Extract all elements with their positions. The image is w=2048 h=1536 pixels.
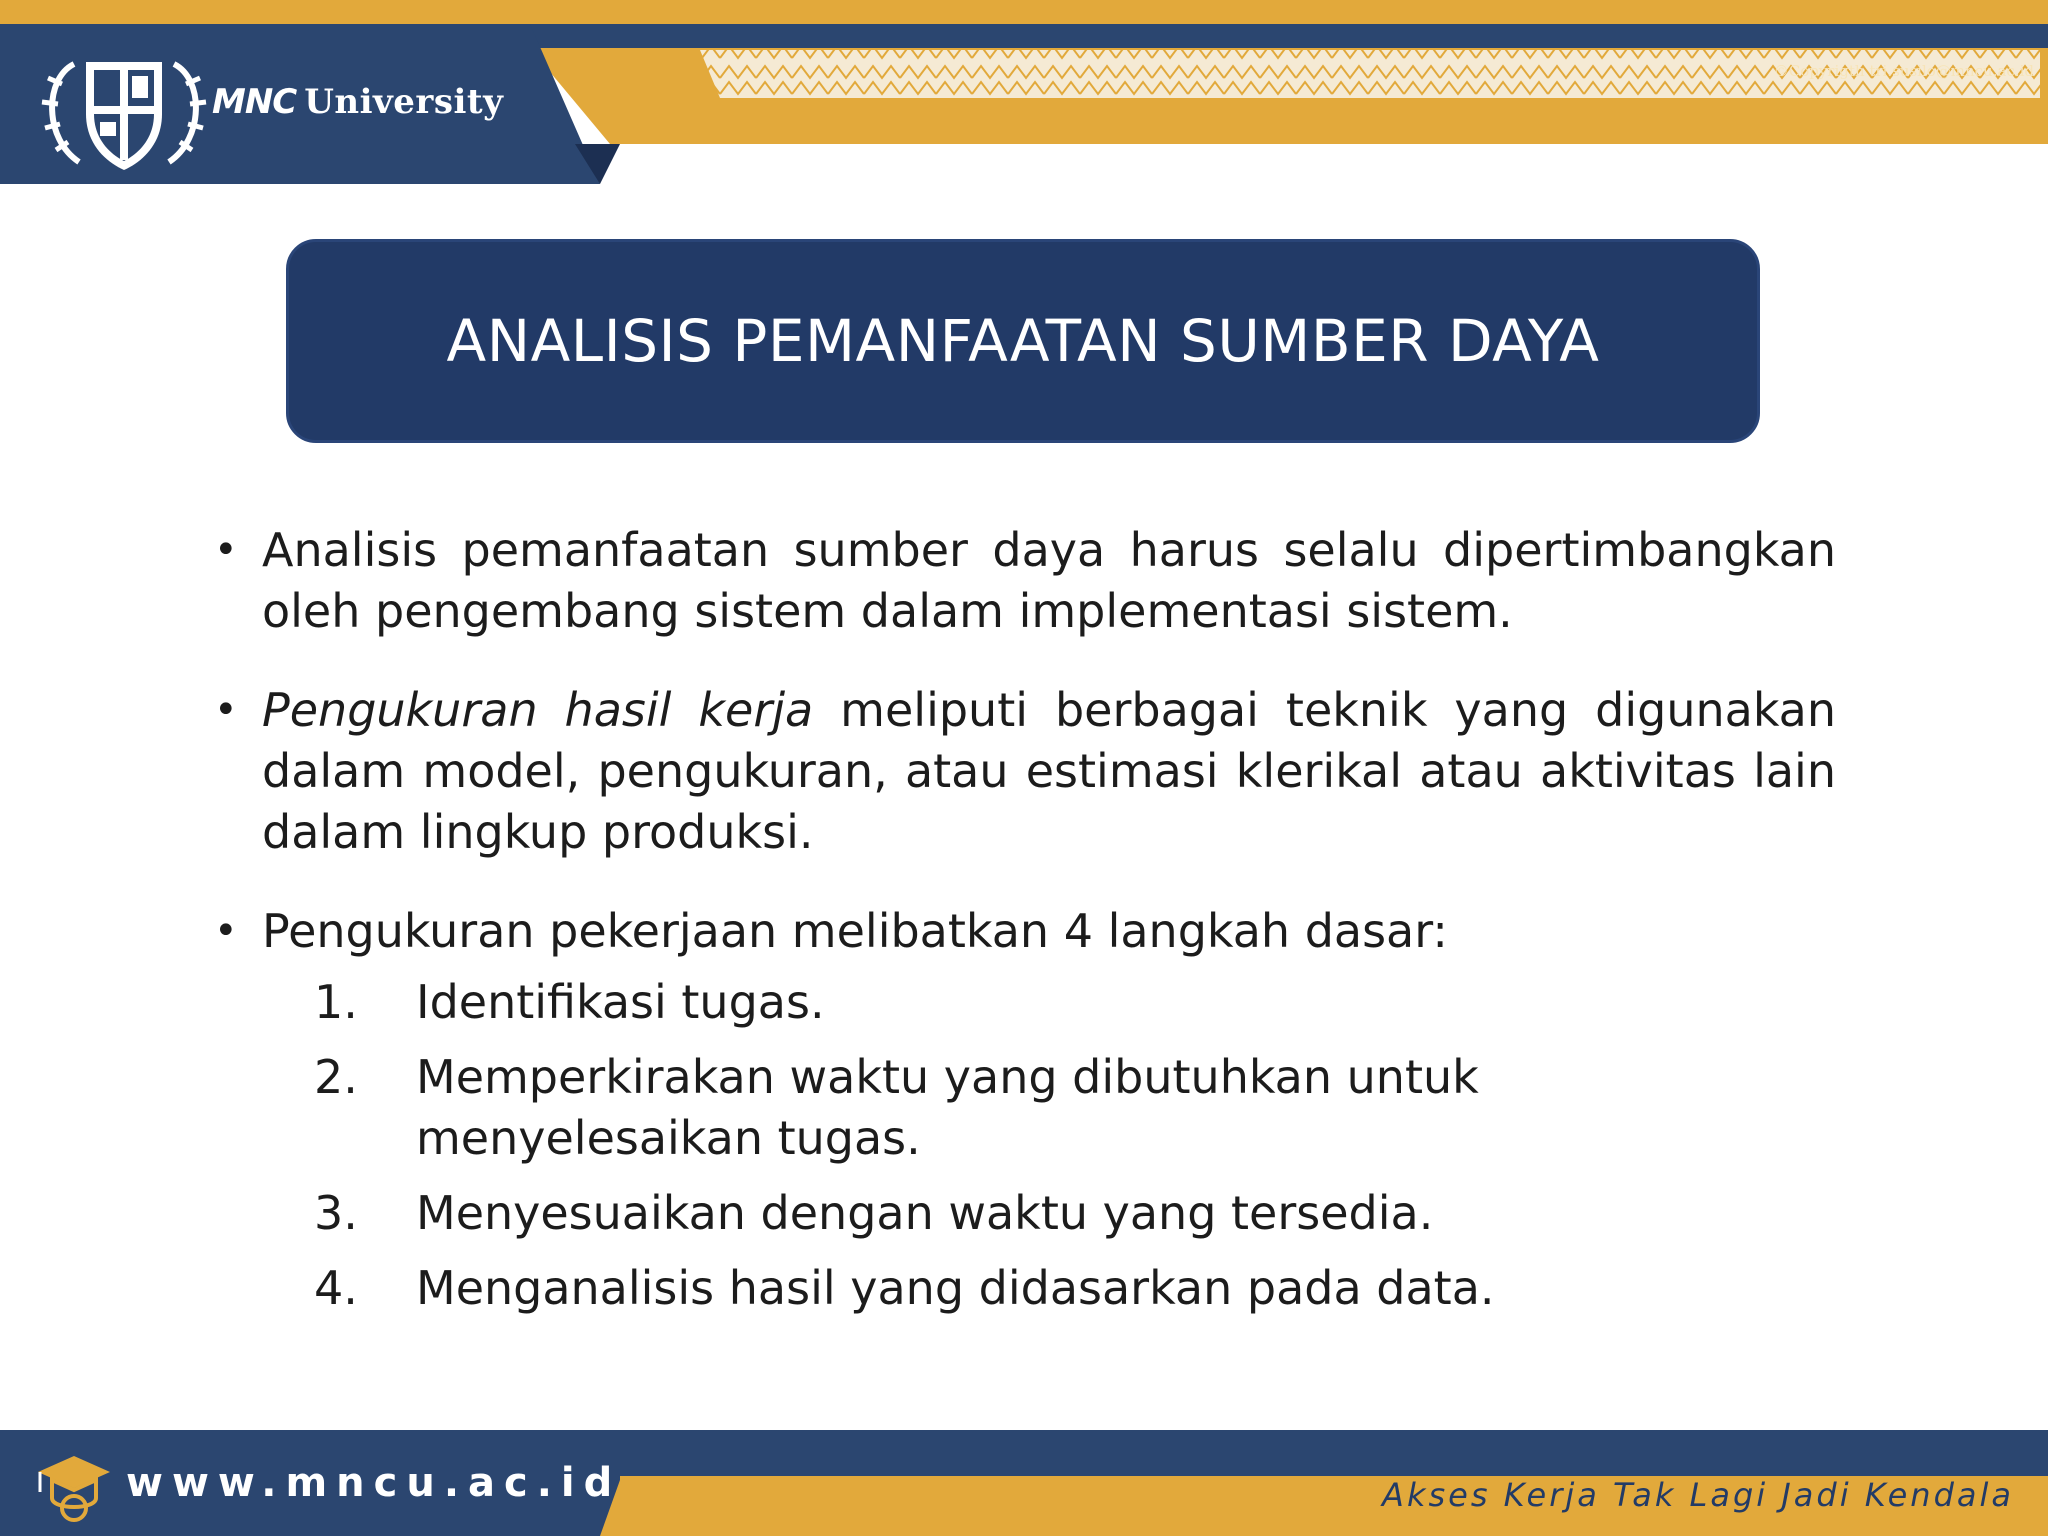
logo-name: University [304, 82, 504, 122]
step-text: Menyesuaikan dengan waktu yang tersedia. [416, 1186, 1434, 1240]
footer-website-url: www.mncu.ac.id [126, 1460, 622, 1506]
bullet-text: Analisis pemanfaatan sumber daya harus selalu dipertimbangkan oleh pengembang sistem dalam implementasi sistem. [262, 523, 1836, 638]
logo-wordmark [212, 82, 503, 122]
slide-content [210, 520, 1836, 1333]
step-number: 2. [314, 1050, 358, 1104]
bullet-item [210, 680, 1836, 863]
step-number: 4. [314, 1261, 358, 1315]
bullet-dot: • [214, 908, 238, 954]
step-item [210, 972, 1836, 1033]
step-item [210, 1183, 1836, 1244]
slide-title: ANALISIS PEMANFAATAN SUMBER DAYA [446, 307, 1600, 375]
bullet-text: meliputi berbagai teknik yang digunakan dalam model, pengukuran, atau estimasi klerikal atau aktivitas lain dalam lingkup produksi. [262, 683, 1836, 859]
bullet-text: Pengukuran pekerjaan melibatkan 4 langkah dasar: [262, 904, 1448, 958]
step-number: 1. [314, 975, 358, 1029]
step-item [210, 1258, 1836, 1319]
crest-icon [34, 44, 214, 174]
step-item [210, 1047, 1656, 1169]
bullet-dot: • [214, 687, 238, 733]
graduation-cap-icon [34, 1448, 114, 1532]
step-text: Identifikasi tugas. [416, 975, 825, 1029]
numbered-steps [210, 972, 1836, 1319]
footer-tagline: Akses Kerja Tak Lagi Jadi Kendala [1382, 1476, 2014, 1514]
bullet-item [210, 520, 1836, 642]
step-text: Menganalisis hasil yang didasarkan pada data. [416, 1261, 1495, 1315]
bullet-dot: • [214, 527, 238, 573]
bullet-item [210, 901, 1836, 962]
step-text: Memperkirakan waktu yang dibutuhkan untuk menyelesaikan tugas. [416, 1050, 1479, 1165]
copyright-watermark: ©Copyrigth tri.susilo@mncu.ac.id [1773, 62, 2034, 80]
header-top-strip [0, 0, 2048, 24]
step-number: 3. [314, 1186, 358, 1240]
bullet-emphasis: Pengukuran hasil kerja [262, 683, 814, 737]
slide-title-box [286, 239, 1760, 443]
logo-brand: MNC [212, 82, 297, 122]
